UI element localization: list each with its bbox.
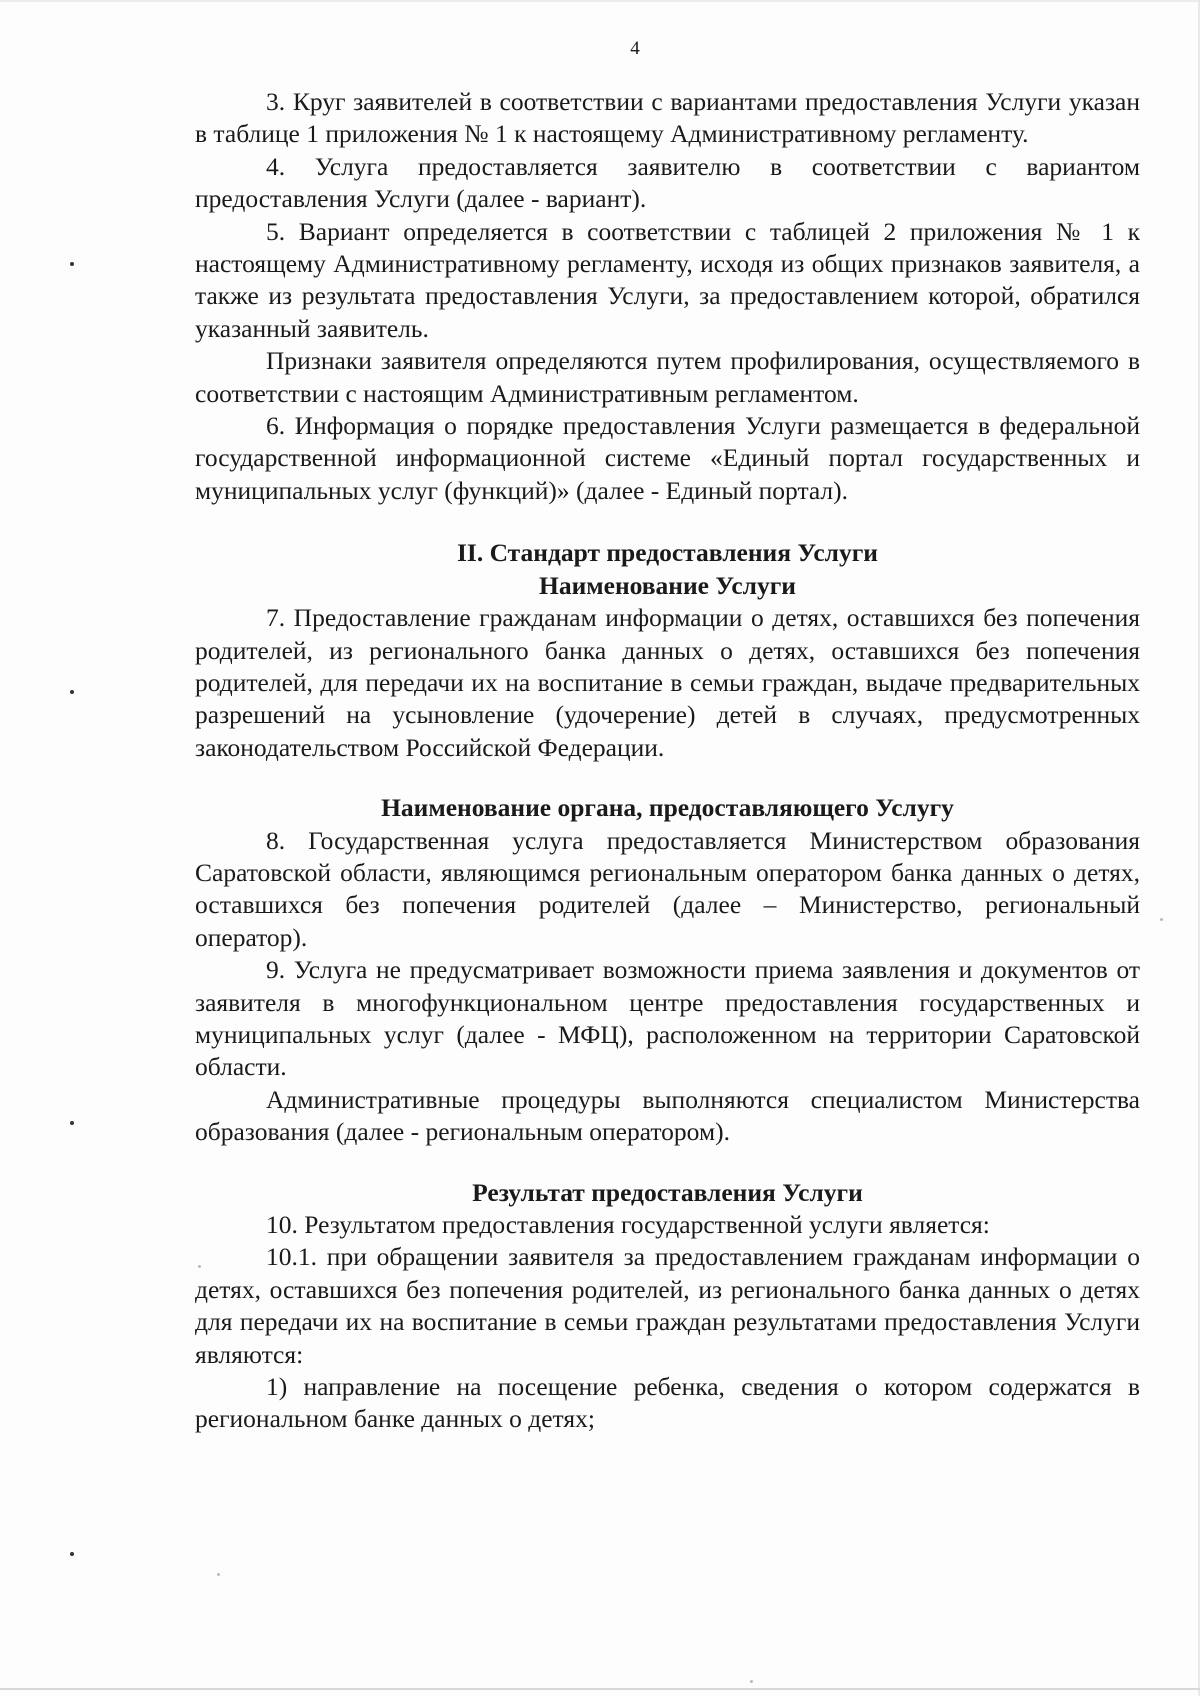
scan-speck <box>70 1552 74 1556</box>
paragraph-3: 3. Круг заявителей в соответствии с вариантами предоставления Услуги указан в таблице 1 приложения № 1 к настоящему Административному регламенту. <box>195 87 1140 149</box>
section-heading: II. Стандарт предоставления Услуги <box>457 538 878 568</box>
spacer <box>195 1149 1140 1177</box>
subheading-result: Результат предоставления Услуги <box>472 1177 863 1207</box>
scan-speck <box>70 262 74 266</box>
scan-speck <box>750 1680 753 1683</box>
scan-speck <box>70 1121 74 1125</box>
paragraph-6: 6. Информация о порядке предоставления Услуги размещается в федеральной государственной информационной системе «Единый портал государственных и муниципальных услуг (функций)» (далее - Единый портал). <box>195 411 1140 505</box>
page-number: 4 <box>630 38 640 59</box>
document-body <box>195 86 1140 1436</box>
paragraph-5-signs: Признаки заявителя определяются путем профилирования, осуществляемого в соответствии с настоящим Административным регламентом. <box>195 346 1140 408</box>
subheading-organ: Наименование органа, предоставляющего Услугу <box>381 793 954 823</box>
paragraph-8: 8. Государственная услуга предоставляется Министерством образования Саратовской области, являющимся региональным оператором банка данных о детях, оставшихся без попечения родителей (далее – Министерство, региональный оператор). <box>195 825 1140 952</box>
scan-speck <box>1160 918 1163 921</box>
scan-edge-bottom <box>0 1688 1200 1690</box>
spacer <box>195 507 1140 537</box>
paragraph-9-procedures: Административные процедуры выполняются специалистом Министерства образования (далее - региональным оператором). <box>195 1084 1140 1147</box>
subheading-service-name: Наименование Услуги <box>539 570 796 600</box>
paragraph-5: 5. Вариант определяется в соответствии с таблицей 2 приложения № 1 к настоящему Административному регламенту, исходя из общих признаков заявителя, а также из результата предоставления Услуги, за предоставлением которой, обратился указанный заявитель. <box>195 216 1140 343</box>
scan-speck <box>70 690 74 694</box>
spacer <box>195 764 1140 792</box>
paragraph-9: 9. Услуга не предусматривает возможности приема заявления и документов от заявителя в многофункциональном центре предоставления государственных и муниципальных услуг (далее - МФЦ), расположенном на территории Саратовской области. <box>195 955 1140 1082</box>
paragraph-10-1-item-1: 1) направление на посещение ребенка, сведения о котором содержатся в региональном банке данных о детях; <box>195 1372 1140 1434</box>
paragraph-10: 10. Результатом предоставления государственной услуги является: <box>266 1210 990 1239</box>
paragraph-4: 4. Услуга предоставляется заявителю в соответствии с вариантом предоставления Услуги (далее - вариант). <box>195 151 1140 214</box>
scan-edge-top <box>0 0 1200 2</box>
paragraph-10-1: 10.1. при обращении заявителя за предоставлением гражданам информации о детях, оставшихся без попечения родителей, из регионального банка данных о детях для передачи их на воспитание в семьи граждан результатами предоставления Услуги являются: <box>195 1242 1140 1369</box>
scan-speck <box>217 1573 220 1576</box>
paragraph-7: 7. Предоставление гражданам информации о детях, оставшихся без попечения родителей, из регионального банка данных о детях, оставшихся без попечения родителей, для передачи их на воспитание в семьи граждан, выдаче предварительных разрешений на усыновление (удочерение) детей в случаях, предусмотренных законодательством Российской Федерации. <box>195 603 1140 762</box>
